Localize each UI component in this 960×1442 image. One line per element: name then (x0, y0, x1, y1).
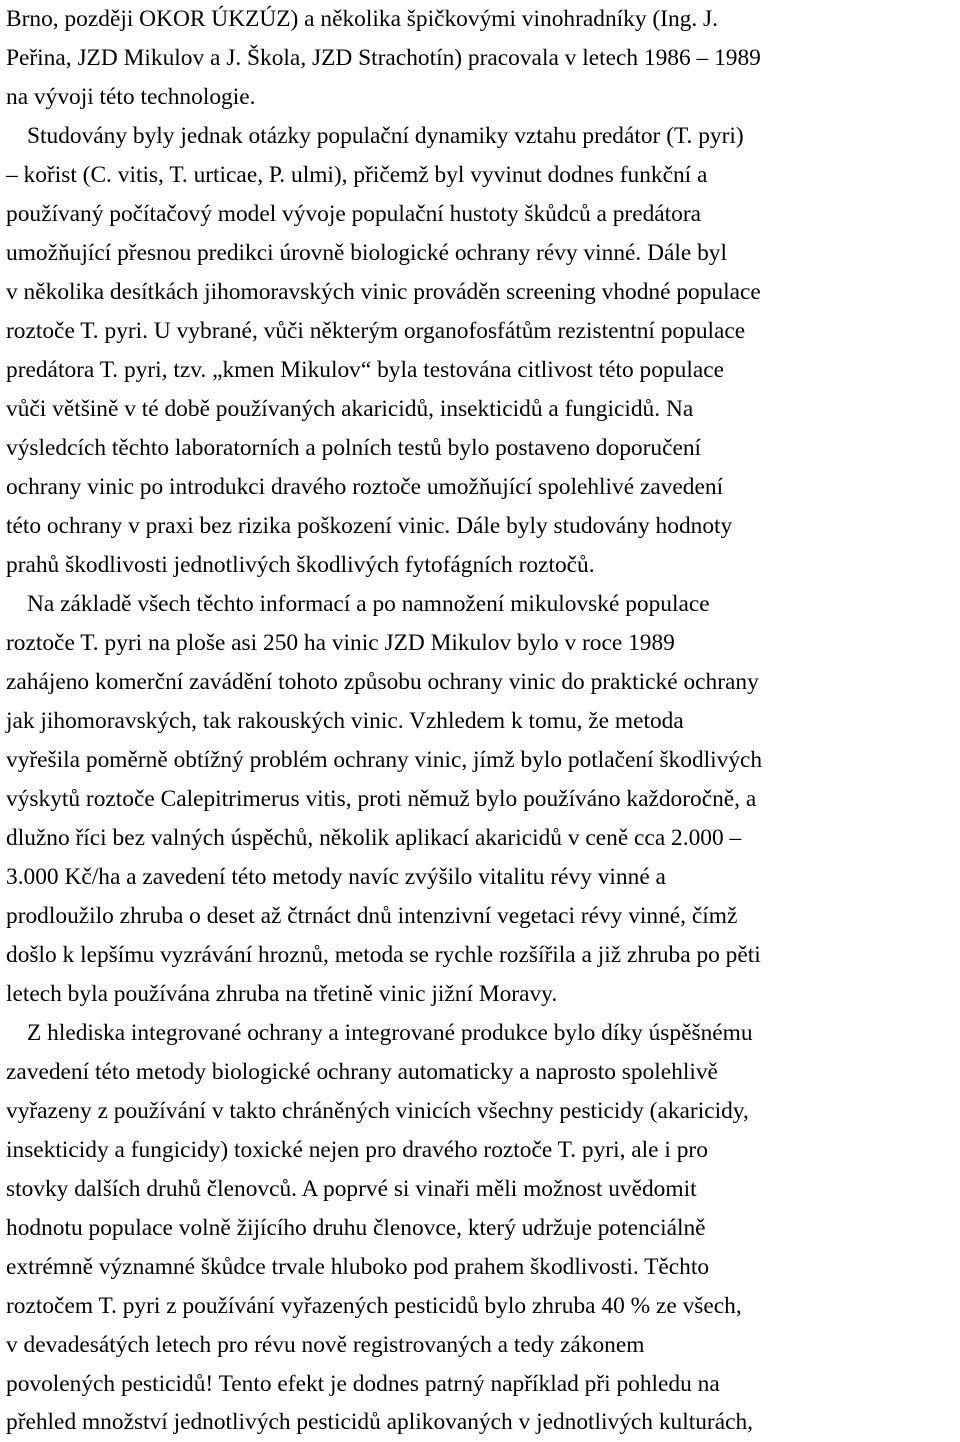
text-line-35: v devadesátých letech pro révu nově registrovaných a tedy zákonem (6, 1332, 645, 1358)
text-line-2: Peřina, JZD Mikulov a J. Škola, JZD Strachotín) pracovala v letech 1986 – 1989 (6, 45, 761, 71)
text-line-9: roztoče T. pyri. U vybrané, vůči některým organofosfátům rezistentní populace (6, 318, 746, 344)
text-line-32: hodnotu populace volně žijícího druhu členovce, který udržuje potenciálně (6, 1215, 706, 1241)
text-line-13: ochrany vinic po introdukci dravého roztoče umožňující spolehlivé zavedení (6, 474, 724, 500)
text-line-10: predátora T. pyri, tzv. „kmen Mikulov“ byla testována citlivost této populace (6, 357, 724, 383)
text-line-11: vůči většině v té době používaných akaricidů, insekticidů a fungicidů. Na (6, 396, 694, 422)
text-line-12: výsledcích těchto laboratorních a polních testů bylo postaveno doporučení (6, 435, 702, 461)
text-line-5: – kořist (C. vitis, T. urticae, P. ulmi), přičemž byl vyvinut dodnes funkční a (6, 162, 708, 188)
text-line-27: Z hlediska integrované ochrany a integrované produkce bylo díky úspěšnému (27, 1020, 753, 1046)
text-line-22: dlužno říci bez valných úspěchů, několik aplikací akaricidů v ceně cca 2.000 – (6, 825, 742, 851)
text-line-14: této ochrany v praxi bez rizika poškození vinic. Dále byly studovány hodnoty (6, 513, 733, 539)
text-line-31: stovky dalších druhů členovců. A poprvé si vinaři měli možnost uvědomit (6, 1176, 697, 1202)
text-line-20: vyřešila poměrně obtížný problém ochrany vinic, jímž bylo potlačení škodlivých (6, 747, 763, 773)
text-line-33: extrémně významné škůdce trvale hluboko pod prahem škodlivosti. Těchto (6, 1254, 710, 1280)
text-line-21: výskytů roztoče Calepitrimerus vitis, proti němuž bylo používáno každoročně, a (6, 786, 757, 812)
text-line-1: Brno, později OKOR ÚKZÚZ) a několika špičkovými vinohradníky (Ing. J. (6, 6, 718, 32)
text-line-8: v několika desítkách jihomoravských vinic prováděn screening vhodné populace (6, 279, 761, 305)
text-line-15: prahů škodlivosti jednotlivých škodlivých fytofágních roztočů. (6, 552, 595, 578)
text-line-30: insekticidy a fungicidy) toxické nejen pro dravého roztoče T. pyri, ale i pro (6, 1137, 708, 1163)
text-line-19: jak jihomoravských, tak rakouských vinic. Vzhledem k tomu, že metoda (6, 708, 684, 734)
text-line-23: 3.000 Kč/ha a zavedení této metody navíc zvýšilo vitalitu révy vinné a (6, 864, 666, 890)
text-line-18: zahájeno komerční zavádění tohoto způsobu ochrany vinic do praktické ochrany (6, 669, 759, 695)
text-line-37: přehled množství jednotlivých pesticidů aplikovaných v jednotlivých kulturách, (6, 1409, 754, 1435)
text-line-25: došlo k lepšímu vyzrávání hroznů, metoda se rychle rozšířila a již zhruba po pěti (6, 942, 761, 968)
text-line-24: prodloužilo zhruba o deset až čtrnáct dnů intenzivní vegetaci révy vinné, čímž (6, 903, 738, 929)
text-line-17: roztoče T. pyri na ploše asi 250 ha vinic JZD Mikulov bylo v roce 1989 (6, 630, 675, 656)
text-line-6: používaný počítačový model vývoje populační hustoty škůdců a predátora (6, 201, 702, 227)
text-line-26: letech byla používána zhruba na třetině vinic jižní Moravy. (6, 981, 558, 1007)
text-line-3: na vývoji této technologie. (6, 84, 256, 110)
text-line-34: roztočem T. pyri z používání vyřazených pesticidů bylo zhruba 40 % ze všech, (6, 1293, 742, 1319)
text-line-29: vyřazeny z používání v takto chráněných vinicích všechny pesticidy (akaricidy, (6, 1098, 749, 1124)
text-line-16: Na základě všech těchto informací a po namnožení mikulovské populace (27, 591, 710, 617)
text-line-7: umožňující přesnou predikci úrovně biologické ochrany révy vinné. Dále byl (6, 240, 727, 266)
text-line-28: zavedení této metody biologické ochrany automaticky a naprosto spolehlivě (6, 1059, 718, 1085)
text-line-4: Studovány byly jednak otázky populační dynamiky vztahu predátor (T. pyri) (27, 123, 744, 149)
text-line-36: povolených pesticidů! Tento efekt je dodnes patrný například při pohledu na (6, 1371, 720, 1397)
